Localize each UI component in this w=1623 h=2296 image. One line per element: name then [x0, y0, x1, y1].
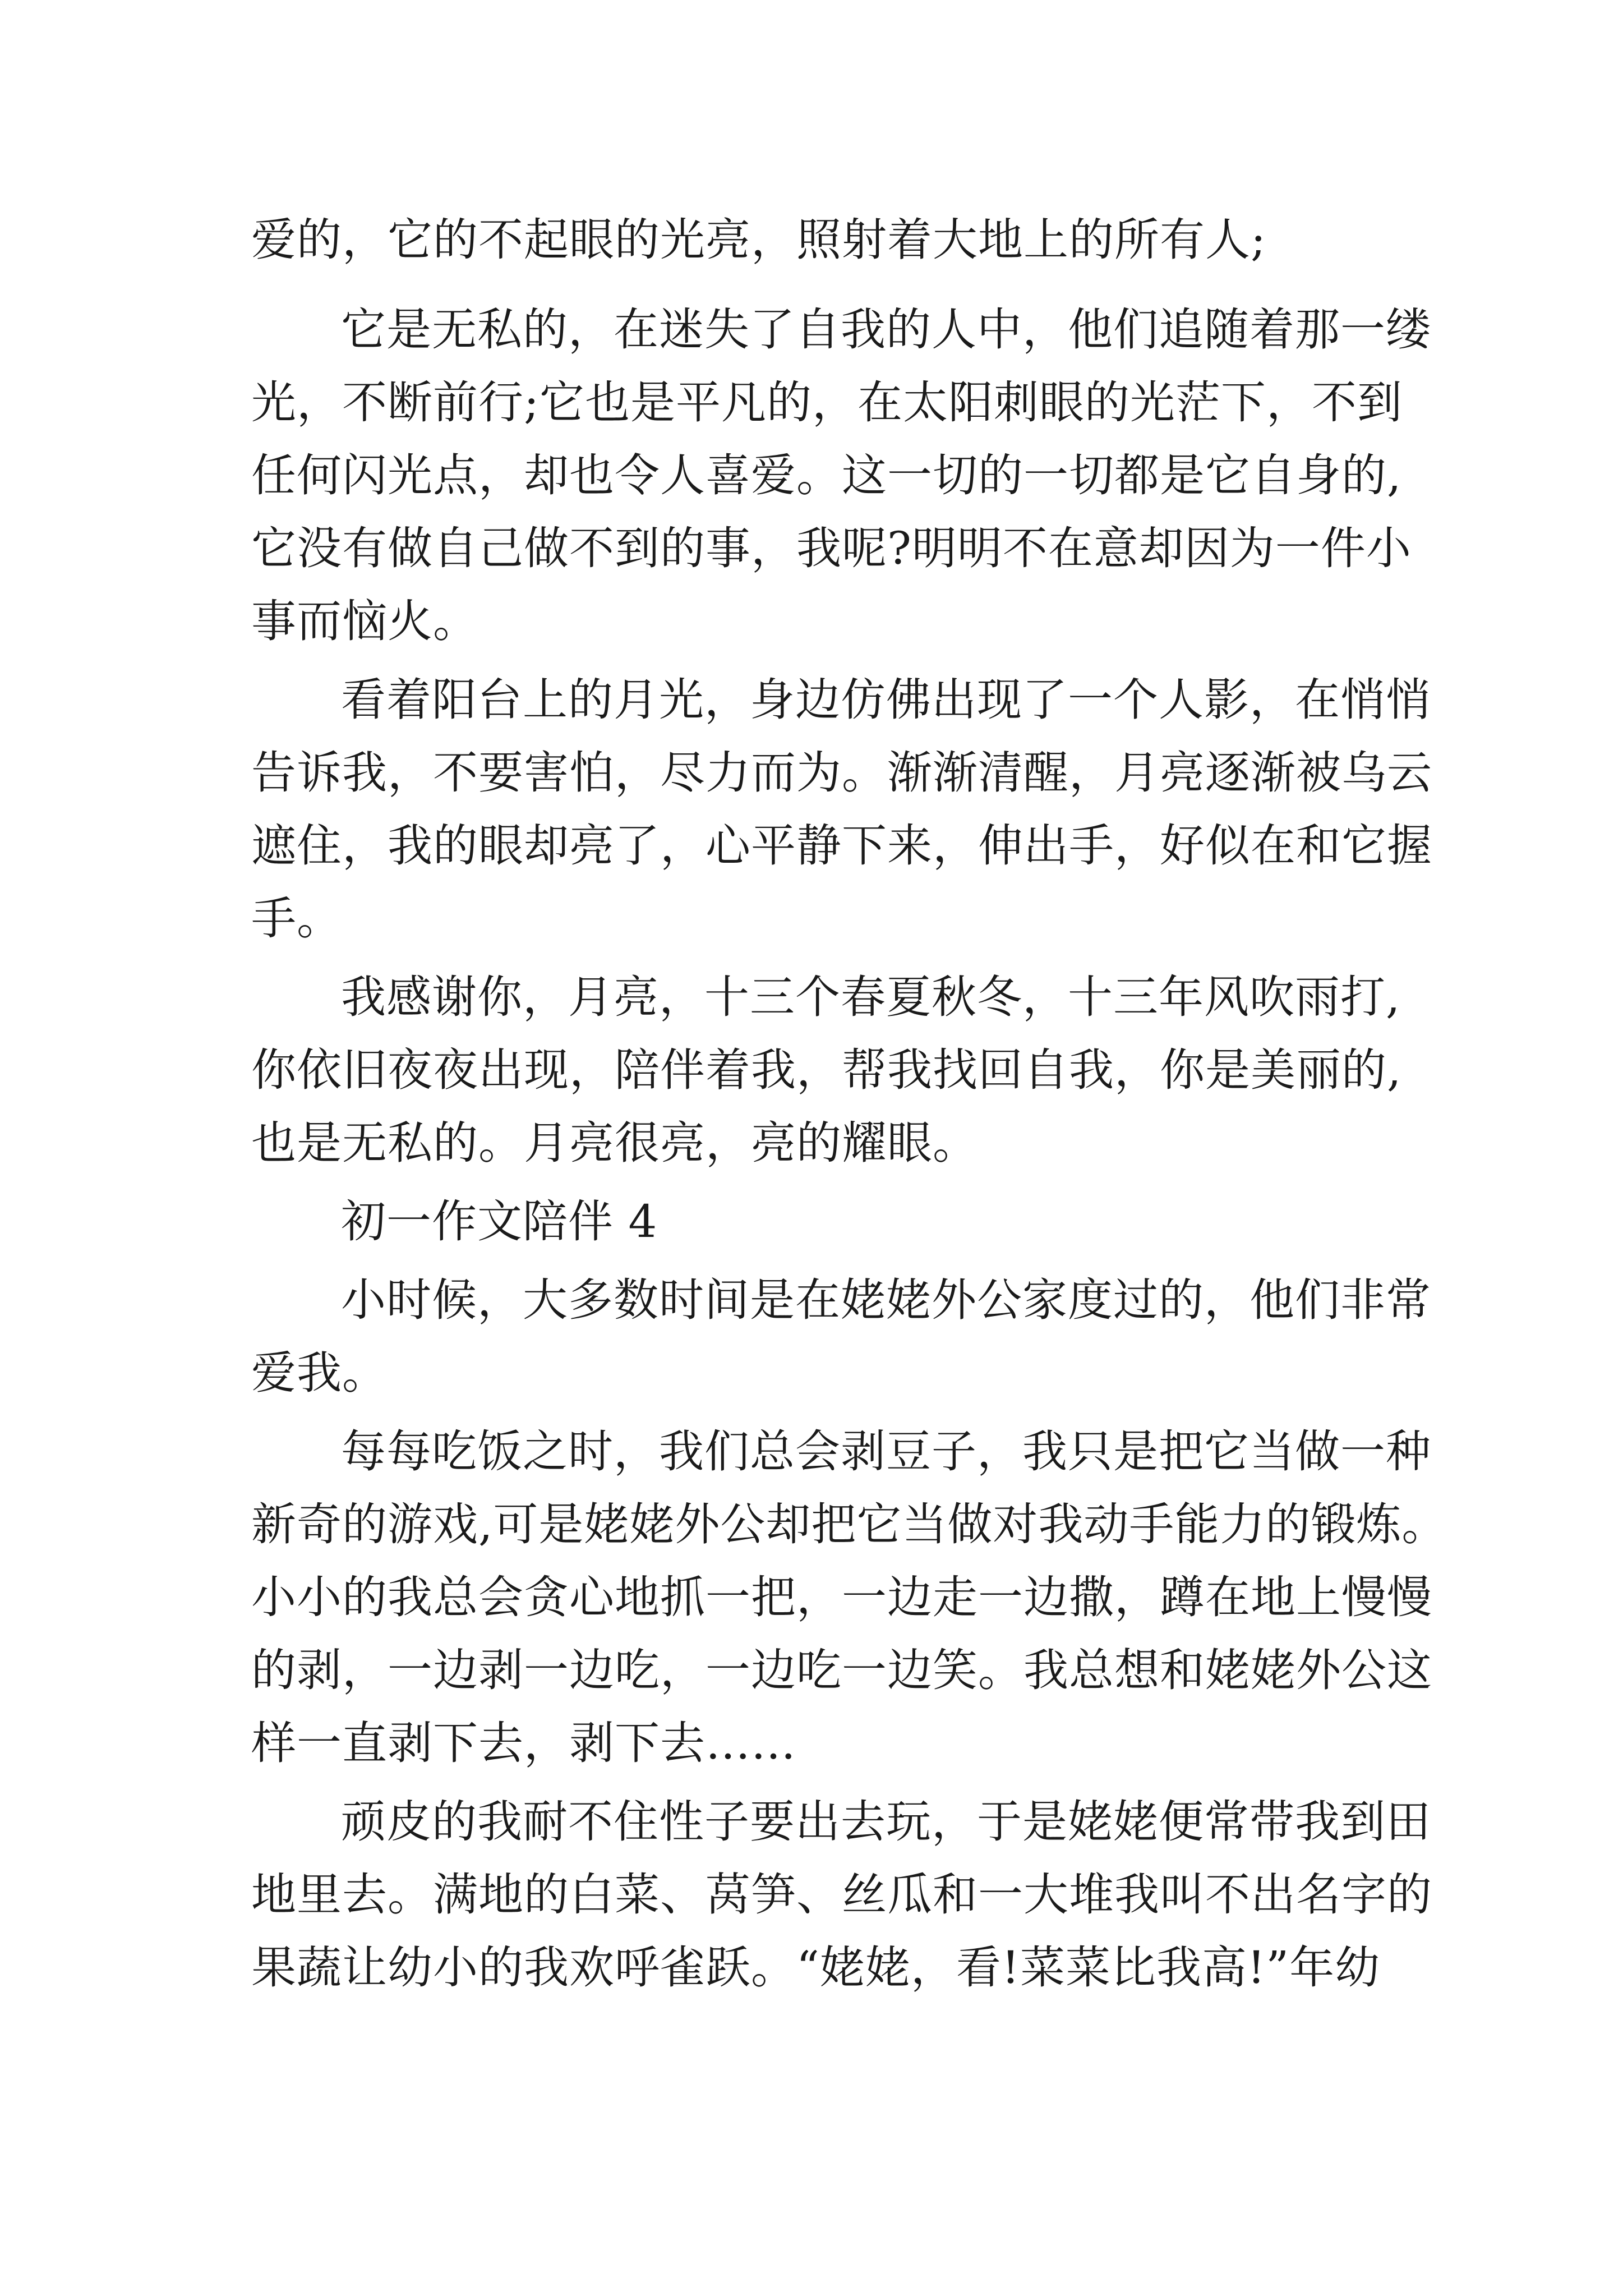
paragraph-line: 看着阳台上的月光，身边仿佛出现了一个人影，在悄悄 [341, 674, 1431, 726]
text-line: 小小的我总会贪心地抓一把，一边走一边撒，蹲在地上慢慢 [251, 1571, 1432, 1623]
paragraph-line: 小时候，大多数时间是在姥姥外公家度过的，他们非常 [341, 1274, 1431, 1326]
text-line: 新奇的游戏,可是姥姥外公却把它当做对我动手能力的锻炼。 [251, 1498, 1447, 1550]
text-line: 你依旧夜夜出现，陪伴着我，帮我找回自我，你是美丽的, [251, 1044, 1402, 1096]
text-line: 光，不断前行;它也是平凡的，在太阳刺眼的光茫下，不到 [251, 376, 1403, 429]
text-line: 事而恼火。 [251, 595, 478, 647]
paragraph-line: 每每吃饭之时，我们总会剥豆子，我只是把它当做一种 [341, 1425, 1431, 1478]
text-line: 的剥，一边剥一边吃，一边吃一边笑。我总想和姥姥外公这 [251, 1644, 1432, 1696]
paragraph-line: 顽皮的我耐不住性子要出去玩，于是姥姥便常带我到田 [341, 1796, 1431, 1848]
text-line: 告诉我，不要害怕，尽力而为。渐渐清醒，月亮逐渐被乌云 [251, 747, 1432, 799]
text-line: 爱我。 [251, 1347, 388, 1399]
paragraph-line: 我感谢你，月亮，十三个春夏秋冬，十三年风吹雨打, [341, 971, 1401, 1023]
text-line: 样一直剥下去，剥下去…… [251, 1717, 796, 1769]
paragraph-line: 它是无私的，在迷失了自我的人中，他们追随着那一缕 [341, 303, 1431, 356]
text-line: 它没有做自己做不到的事，我呢?明明不在意却因为一件小 [251, 522, 1412, 574]
text-line: 果蔬让幼小的我欢呼雀跃。“姥姥，看!菜菜比我高!”年幼 [251, 1941, 1381, 1994]
text-line: 也是无私的。月亮很亮，亮的耀眼。 [251, 1117, 978, 1169]
text-line: 任何闪光点，却也令人喜爱。这一切的一切都是它自身的, [251, 449, 1402, 501]
text-line: 爱的，它的不起眼的光亮，照射着大地上的所有人; [251, 214, 1266, 266]
section-heading: 初一作文陪伴 4 [341, 1195, 658, 1248]
text-line: 地里去。满地的白菜、莴笋、丝瓜和一大堆我叫不出名字的 [251, 1869, 1432, 1921]
text-line: 手。 [251, 892, 342, 945]
text-line: 遮住，我的眼却亮了，心平静下来，伸出手，好似在和它握 [251, 820, 1432, 872]
